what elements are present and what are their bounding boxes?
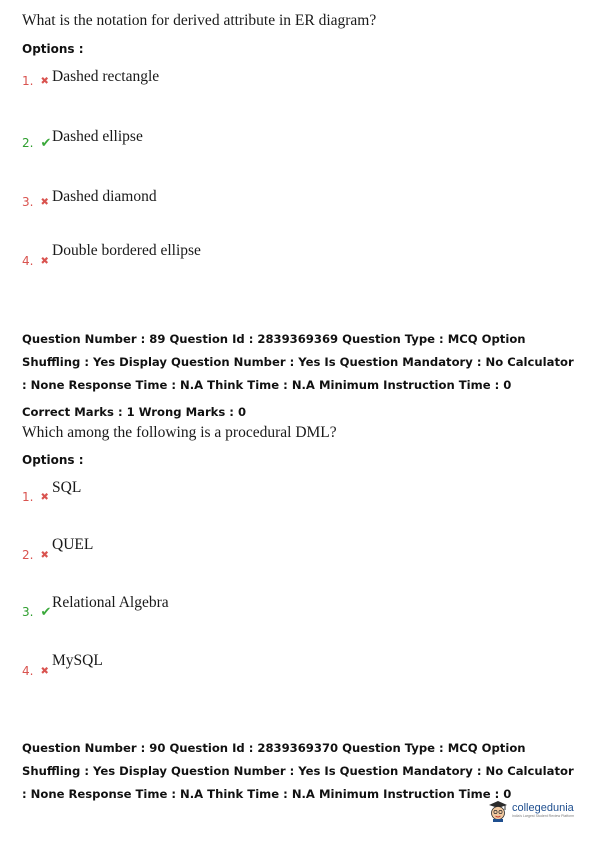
option-text: QUEL: [52, 536, 94, 553]
option-text: Relational Algebra: [52, 594, 169, 611]
option-row[interactable]: [22, 544, 49, 563]
question-meta: Question Number : 90 Question Id : 2839369370 Question Type : MCQ Option Shuffling : Yes Display Question Number : Yes Is Question Mandatory : No Calculator : None Response Time : N.A Think Time : N.A Minimum Instruction Time : 0: [22, 741, 574, 801]
option-text: Dashed ellipse: [52, 128, 143, 145]
check-icon: ✔: [40, 136, 52, 151]
option-row[interactable]: [22, 132, 51, 151]
option-row[interactable]: [22, 486, 49, 505]
options-label: Options :: [22, 42, 84, 56]
cross-icon: ✖: [40, 197, 49, 208]
cross-icon: ✖: [40, 256, 49, 267]
cross-icon: ✖: [40, 76, 49, 87]
option-number: 3.: [22, 605, 34, 619]
question-text: What is the notation for derived attribute in ER diagram?: [22, 12, 377, 29]
option-number: 4.: [22, 254, 34, 268]
option-number: 1.: [22, 74, 34, 88]
option-row[interactable]: [22, 191, 49, 210]
option-text: Dashed diamond: [52, 188, 157, 205]
check-icon: ✔: [40, 605, 52, 620]
cross-icon: ✖: [40, 666, 49, 677]
question-text: Which among the following is a procedural DML?: [22, 424, 337, 441]
option-text: Double bordered ellipse: [52, 242, 201, 259]
option-text: SQL: [52, 479, 82, 496]
option-text: Dashed rectangle: [52, 68, 160, 85]
mascot-icon: [488, 800, 508, 822]
option-number: 2.: [22, 548, 34, 562]
option-row[interactable]: [22, 250, 49, 269]
option-number: 1.: [22, 490, 34, 504]
option-text: MySQL: [52, 652, 103, 669]
marks-info: Correct Marks : 1 Wrong Marks : 0: [22, 405, 247, 419]
option-number: 4.: [22, 664, 34, 678]
cross-icon: ✖: [40, 492, 49, 503]
option-number: 3.: [22, 195, 34, 209]
cross-icon: ✖: [40, 550, 49, 561]
logo-name: collegedunia: [512, 802, 574, 814]
logo-tagline: India's Largest Student Review Platform: [512, 814, 575, 818]
collegedunia-logo: [488, 800, 574, 822]
option-number: 2.: [22, 136, 34, 150]
options-label: Options :: [22, 453, 84, 467]
option-row[interactable]: [22, 70, 49, 89]
question-meta: Question Number : 89 Question Id : 2839369369 Question Type : MCQ Option Shuffling : Yes Display Question Number : Yes Is Question Mandatory : No Calculator : None Response Time : N.A Think Time : N.A Minimum Instruction Time : 0: [22, 332, 574, 392]
option-row[interactable]: [22, 660, 49, 679]
option-row[interactable]: [22, 601, 51, 620]
